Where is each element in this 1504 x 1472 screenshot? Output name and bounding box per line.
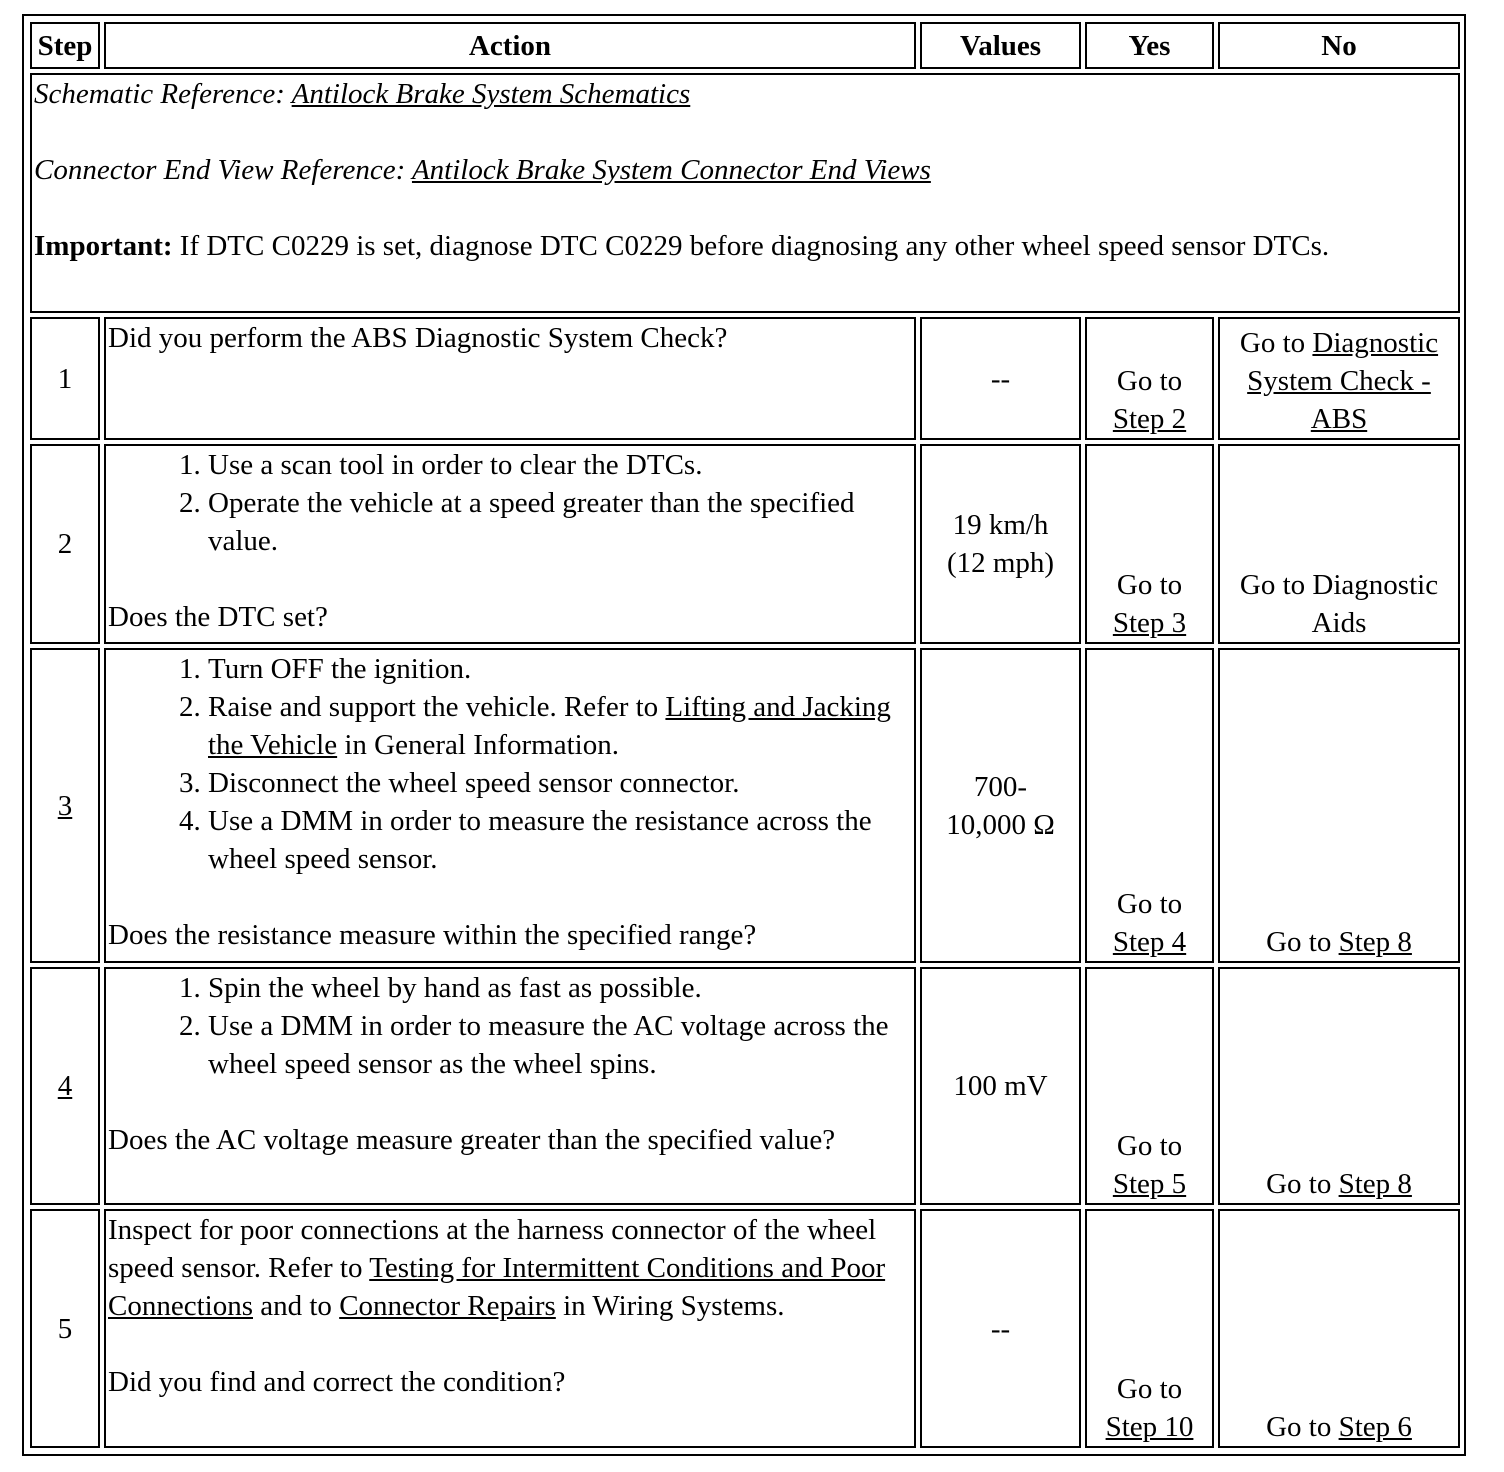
action-text-part: in Wiring Systems. [555,1290,785,1322]
connector-reference-link[interactable]: Antilock Brake System Connector End Views [411,154,931,186]
action-list [108,650,912,878]
no-prefix: Go to [1266,1168,1339,1200]
step-number[interactable] [30,967,100,1205]
values-cell [920,648,1081,963]
step-number[interactable] [30,648,100,963]
step-link[interactable]: 4 [57,1070,73,1102]
important-note [34,227,1456,265]
connector-repairs-link[interactable]: Connector Repairs [339,1290,556,1322]
yes-prefix: Go to [1116,365,1183,397]
important-label: Important: [34,230,173,262]
intro-row [30,73,1460,313]
action-cell [104,444,916,644]
step-number: 5 [30,1209,100,1448]
header-row [30,22,1460,69]
yes-prefix: Go to [1116,1130,1183,1162]
value-line: 19 km/h [952,509,1049,541]
table-row [30,967,1460,1205]
no-cell [1218,1209,1460,1448]
schematic-reference-link[interactable]: Antilock Brake System Schematics [291,78,691,110]
action-question: Does the resistance measure within the specified range? [108,919,757,951]
header-no: No [1218,22,1460,69]
values-cell: -- [920,317,1081,440]
schematic-reference [34,75,1456,113]
yes-prefix: Go to [1116,1373,1183,1405]
action-cell [104,317,916,440]
step-number: 1 [30,317,100,440]
yes-link[interactable]: Step 4 [1112,926,1187,958]
step-number: 2 [30,444,100,644]
diagnostic-table-frame [22,14,1466,1456]
action-question: Did you find and correct the condition? [108,1366,566,1398]
action-cell [104,967,916,1205]
yes-cell [1085,967,1214,1205]
yes-prefix: Go to [1116,888,1183,920]
action-question: Does the AC voltage measure greater than the specified value? [108,1124,836,1156]
table-row [30,648,1460,963]
step-link[interactable]: 3 [57,789,73,822]
values-cell: 100 mV [920,967,1081,1205]
value-line: (12 mph) [946,547,1055,579]
diagnostic-table [26,18,1464,1452]
no-link[interactable]: Step 6 [1338,1411,1412,1443]
yes-link[interactable]: Step 10 [1105,1411,1194,1443]
yes-link[interactable]: Step 3 [1112,607,1187,639]
important-text: If DTC C0229 is set, diagnose DTC C0229 before diagnosing any other wheel speed sensor DTCs. [172,230,1330,262]
header-step: Step [30,22,100,69]
list-item: 1. Spin the wheel by hand as fast as possible. [208,969,912,1007]
yes-cell [1085,648,1214,963]
no-link[interactable]: Diagnostic System Check - ABS [1247,327,1439,435]
yes-prefix: Go to [1116,569,1183,601]
no-prefix: Go to [1266,1411,1339,1443]
connector-reference-label: Connector End View Reference: [34,154,412,186]
table-row [30,317,1460,440]
list-item: 1. Use a scan tool in order to clear the DTCs. [208,446,912,484]
action-cell [104,648,916,963]
yes-cell [1085,444,1214,644]
value-line: 10,000 Ω [946,808,1055,841]
list-item-text: in General Information. [337,729,619,761]
no-prefix: Go to [1239,327,1313,359]
list-item-text: Raise and support the vehicle. Refer to [208,691,666,723]
no-cell [1218,648,1460,963]
list-item: 1. Turn OFF the ignition. [208,650,912,688]
action-text-part: Inspect for poor connections at the harness connector of the wheel speed sensor. Refer to [108,1214,877,1284]
action-list [108,446,912,560]
header-values: Values [920,22,1081,69]
action-question: Does the DTC set? [108,601,328,633]
header-action: Action [104,22,916,69]
list-item: 2. Operate the vehicle at a speed greater than the specified value. [208,484,912,560]
list-item: 4. Use a DMM in order to measure the resistance across the wheel speed sensor. [208,802,912,878]
action-list [108,969,912,1083]
value-line: 700- [973,770,1028,803]
no-cell: Go to Diagnostic Aids [1218,444,1460,644]
testing-intermittent-link[interactable]: Testing for Intermittent Conditions and Poor Connections [108,1252,886,1322]
schematic-reference-label: Schematic Reference: [34,78,292,110]
yes-cell [1085,1209,1214,1448]
action-text [108,1211,912,1325]
connector-reference [34,151,1456,189]
values-cell: -- [920,1209,1081,1448]
no-link[interactable]: Step 8 [1338,926,1412,958]
lifting-jacking-link[interactable]: Lifting and Jacking the Vehicle [208,691,891,761]
yes-link[interactable]: Step 5 [1112,1168,1187,1200]
values-cell [920,444,1081,644]
action-cell [104,1209,916,1448]
no-cell [1218,967,1460,1205]
no-cell [1218,317,1460,440]
action-question: Did you perform the ABS Diagnostic System Check? [108,322,728,354]
no-prefix: Go to [1266,926,1339,958]
no-link[interactable]: Step 8 [1338,1168,1412,1200]
list-item [208,688,912,764]
yes-cell [1085,317,1214,440]
list-item: 2. Use a DMM in order to measure the AC voltage across the wheel speed sensor as the wheel spins. [208,1007,912,1083]
yes-link[interactable]: Step 2 [1112,403,1187,435]
list-item: 3. Disconnect the wheel speed sensor connector. [208,764,912,802]
intro-cell [30,73,1460,313]
table-row [30,444,1460,644]
header-yes: Yes [1085,22,1214,69]
table-row [30,1209,1460,1448]
action-text-part: and to [253,1290,340,1322]
